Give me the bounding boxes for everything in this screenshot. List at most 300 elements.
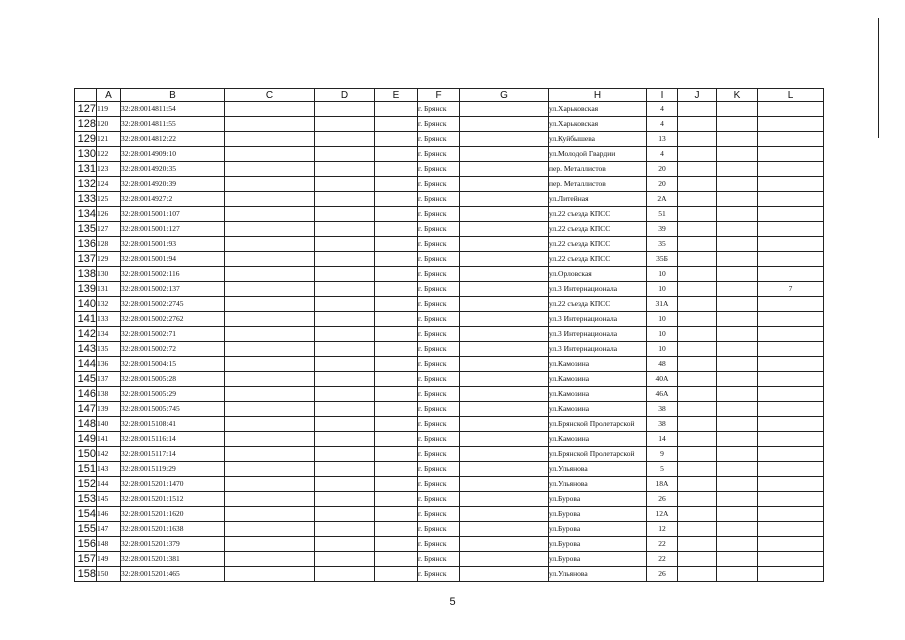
table-row [75,342,824,357]
cell-d [315,117,375,132]
cell-a: 141 [97,432,121,447]
cell-l [758,252,824,267]
cell-d [315,567,375,582]
cell-h: ул.Ульянова [549,567,647,582]
row-number: 158 [75,567,97,582]
cell-d [315,327,375,342]
spreadsheet-table [74,88,824,582]
cell-f: г. Брянск [418,432,460,447]
table-row [75,117,824,132]
table-row [75,237,824,252]
row-number: 128 [75,117,97,132]
cell-c [225,552,315,567]
cell-a: 140 [97,417,121,432]
cell-l [758,387,824,402]
row-number: 145 [75,372,97,387]
cell-e [375,537,418,552]
cell-f: г. Брянск [418,462,460,477]
cell-j [678,207,717,222]
cell-a: 130 [97,267,121,282]
cell-j [678,147,717,162]
cell-k [717,207,758,222]
cell-h: ул.22 съезда КПСС [549,207,647,222]
row-number: 131 [75,162,97,177]
cell-j [678,522,717,537]
cell-f: г. Брянск [418,552,460,567]
cell-c [225,177,315,192]
row-number: 155 [75,522,97,537]
table-row [75,522,824,537]
cell-g [460,402,549,417]
cell-f: г. Брянск [418,147,460,162]
cell-b: 32:28:0015001:127 [121,222,225,237]
cell-g [460,492,549,507]
cell-e [375,522,418,537]
cell-f: г. Брянск [418,447,460,462]
column-header-f: F [418,89,460,102]
table-row [75,177,824,192]
cell-f: г. Брянск [418,567,460,582]
cell-b: 32:28:0015001:94 [121,252,225,267]
cell-h: ул.Брянской Пролетарской [549,447,647,462]
cell-d [315,357,375,372]
cell-l [758,222,824,237]
cell-c [225,162,315,177]
cell-f: г. Брянск [418,297,460,312]
cell-f: г. Брянск [418,102,460,117]
cell-e [375,252,418,267]
cell-g [460,207,549,222]
cell-k [717,432,758,447]
cell-l [758,432,824,447]
cell-b: 32:28:0014811:55 [121,117,225,132]
cell-c [225,237,315,252]
row-number: 151 [75,462,97,477]
cell-b: 32:28:0015005:28 [121,372,225,387]
cell-a: 121 [97,132,121,147]
cell-a: 149 [97,552,121,567]
cell-g [460,567,549,582]
cell-a: 126 [97,207,121,222]
cell-b: 32:28:0015001:107 [121,207,225,222]
header-corner [75,89,97,102]
cell-i: 22 [647,552,678,567]
cell-i: 18А [647,477,678,492]
cell-i: 12 [647,522,678,537]
cell-a: 144 [97,477,121,492]
cell-h: ул.Литейная [549,192,647,207]
cell-j [678,402,717,417]
cell-k [717,417,758,432]
cell-a: 120 [97,117,121,132]
cell-e [375,432,418,447]
cell-j [678,372,717,387]
cell-i: 20 [647,177,678,192]
cell-g [460,237,549,252]
cell-e [375,477,418,492]
cell-l [758,207,824,222]
cell-c [225,507,315,522]
cell-i: 46А [647,387,678,402]
cell-d [315,132,375,147]
cell-k [717,147,758,162]
cell-l [758,477,824,492]
cell-a: 131 [97,282,121,297]
cell-h: ул.Камозина [549,402,647,417]
cell-i: 48 [647,357,678,372]
cell-i: 51 [647,207,678,222]
cell-d [315,147,375,162]
table-row [75,507,824,522]
cell-j [678,477,717,492]
cell-e [375,237,418,252]
cell-l [758,297,824,312]
cell-b: 32:28:0015005:29 [121,387,225,402]
cell-h: ул.Бурова [549,537,647,552]
cell-g [460,507,549,522]
cell-c [225,327,315,342]
cell-f: г. Брянск [418,537,460,552]
table-row [75,462,824,477]
cell-f: г. Брянск [418,132,460,147]
cell-j [678,447,717,462]
cell-l [758,327,824,342]
cell-f: г. Брянск [418,237,460,252]
cell-d [315,537,375,552]
column-header-j: J [678,89,717,102]
cell-b: 32:28:0015201:379 [121,537,225,552]
cell-b: 32:28:0015002:71 [121,327,225,342]
cell-g [460,252,549,267]
cell-c [225,312,315,327]
cell-g [460,477,549,492]
cell-b: 32:28:0014920:35 [121,162,225,177]
cell-k [717,297,758,312]
cell-f: г. Брянск [418,387,460,402]
cell-k [717,507,758,522]
cell-j [678,252,717,267]
cell-k [717,177,758,192]
cell-h: ул.22 съезда КПСС [549,252,647,267]
cell-d [315,387,375,402]
cell-c [225,207,315,222]
row-number: 138 [75,267,97,282]
cell-a: 122 [97,147,121,162]
cell-c [225,267,315,282]
cell-i: 39 [647,222,678,237]
column-header-l: L [758,89,824,102]
cell-b: 32:28:0014812:22 [121,132,225,147]
cell-l: 7 [758,282,824,297]
cell-l [758,372,824,387]
row-number: 143 [75,342,97,357]
row-number: 136 [75,237,97,252]
cell-g [460,177,549,192]
cell-e [375,177,418,192]
row-number: 134 [75,207,97,222]
cell-d [315,402,375,417]
cell-b: 32:28:0015201:1638 [121,522,225,537]
cell-l [758,267,824,282]
cell-i: 35Б [647,252,678,267]
cell-c [225,117,315,132]
cell-j [678,222,717,237]
cell-d [315,237,375,252]
cell-e [375,552,418,567]
cell-f: г. Брянск [418,342,460,357]
cell-g [460,522,549,537]
cell-b: 32:28:0015002:72 [121,342,225,357]
cell-a: 132 [97,297,121,312]
cell-b: 32:28:0015201:1512 [121,492,225,507]
column-header-c: C [225,89,315,102]
cell-j [678,552,717,567]
cell-i: 10 [647,267,678,282]
cell-a: 148 [97,537,121,552]
cell-e [375,357,418,372]
cell-i: 10 [647,327,678,342]
cell-h: ул.22 съезда КПСС [549,297,647,312]
cell-b: 32:28:0015004:15 [121,357,225,372]
cell-d [315,492,375,507]
cell-h: ул.Харьковская [549,117,647,132]
cell-i: 4 [647,147,678,162]
cell-c [225,447,315,462]
cell-g [460,447,549,462]
cell-l [758,342,824,357]
cell-f: г. Брянск [418,417,460,432]
cell-a: 143 [97,462,121,477]
cell-l [758,147,824,162]
cell-f: г. Брянск [418,222,460,237]
cell-g [460,417,549,432]
cell-i: 5 [647,462,678,477]
cell-i: 2А [647,192,678,207]
cell-j [678,267,717,282]
cell-g [460,117,549,132]
row-number: 127 [75,102,97,117]
cell-h: ул.Камозина [549,432,647,447]
cell-a: 135 [97,342,121,357]
cell-k [717,402,758,417]
cell-d [315,462,375,477]
cell-h: ул.Камозина [549,387,647,402]
table-row [75,132,824,147]
cell-j [678,237,717,252]
cell-k [717,567,758,582]
cell-b: 32:28:0014927:2 [121,192,225,207]
cell-i: 35 [647,237,678,252]
table-row [75,312,824,327]
cell-f: г. Брянск [418,522,460,537]
cell-k [717,447,758,462]
cell-a: 127 [97,222,121,237]
cell-i: 26 [647,567,678,582]
cell-f: г. Брянск [418,507,460,522]
cell-b: 32:28:0015201:1470 [121,477,225,492]
cell-g [460,297,549,312]
cell-k [717,492,758,507]
row-number: 141 [75,312,97,327]
page-number: 5 [449,596,456,608]
cell-h: ул.Куйбышева [549,132,647,147]
table-row [75,567,824,582]
table-row [75,222,824,237]
cell-c [225,357,315,372]
cell-l [758,567,824,582]
cell-g [460,192,549,207]
cell-i: 4 [647,102,678,117]
cell-j [678,462,717,477]
cell-a: 150 [97,567,121,582]
cell-d [315,282,375,297]
cell-d [315,192,375,207]
table-row [75,387,824,402]
cell-k [717,162,758,177]
cell-a: 137 [97,372,121,387]
table-row [75,267,824,282]
cell-i: 10 [647,342,678,357]
cell-b: 32:28:0015201:465 [121,567,225,582]
cell-j [678,132,717,147]
row-number: 148 [75,417,97,432]
cell-h: ул.3 Интернационала [549,312,647,327]
cell-j [678,342,717,357]
cell-c [225,252,315,267]
cell-c [225,522,315,537]
cell-h: ул.22 съезда КПСС [549,237,647,252]
cell-c [225,297,315,312]
cell-a: 128 [97,237,121,252]
cell-i: 10 [647,282,678,297]
row-number: 132 [75,177,97,192]
cell-l [758,492,824,507]
cell-j [678,537,717,552]
cell-h: пер. Металлистов [549,162,647,177]
row-number: 152 [75,477,97,492]
table-row [75,402,824,417]
cell-g [460,312,549,327]
column-header-k: K [717,89,758,102]
cell-e [375,372,418,387]
cell-e [375,162,418,177]
cell-d [315,507,375,522]
cell-k [717,117,758,132]
row-number: 130 [75,147,97,162]
cell-b: 32:28:0015002:2762 [121,312,225,327]
table-row [75,537,824,552]
cell-g [460,462,549,477]
cell-f: г. Брянск [418,177,460,192]
cell-e [375,207,418,222]
cell-f: г. Брянск [418,357,460,372]
cell-j [678,117,717,132]
cell-c [225,462,315,477]
cell-c [225,282,315,297]
cell-k [717,252,758,267]
cell-c [225,147,315,162]
cell-e [375,117,418,132]
column-header-g: G [460,89,549,102]
column-header-d: D [315,89,375,102]
cell-b: 32:28:0015002:116 [121,267,225,282]
cell-j [678,387,717,402]
cell-d [315,177,375,192]
table-row [75,432,824,447]
cell-l [758,537,824,552]
cell-k [717,102,758,117]
cell-l [758,552,824,567]
table-row [75,492,824,507]
cell-l [758,357,824,372]
row-number: 133 [75,192,97,207]
table-row [75,192,824,207]
cell-h: ул.Бурова [549,552,647,567]
row-number: 147 [75,402,97,417]
cell-h: ул.Камозина [549,372,647,387]
cell-l [758,462,824,477]
cell-c [225,387,315,402]
cell-k [717,192,758,207]
cell-f: г. Брянск [418,117,460,132]
cell-c [225,417,315,432]
cell-g [460,387,549,402]
cell-l [758,237,824,252]
cell-b: 32:28:0015116:14 [121,432,225,447]
cell-i: 14 [647,432,678,447]
cell-j [678,282,717,297]
cell-j [678,567,717,582]
cell-i: 20 [647,162,678,177]
table-row [75,552,824,567]
cell-g [460,162,549,177]
cell-h: ул.Молодой Гвардии [549,147,647,162]
table-row [75,252,824,267]
table-row [75,297,824,312]
cell-h: ул.3 Интернационала [549,327,647,342]
cell-g [460,282,549,297]
table-row [75,147,824,162]
cell-a: 119 [97,102,121,117]
cell-g [460,552,549,567]
column-header-b: B [121,89,225,102]
cell-i: 9 [647,447,678,462]
cell-e [375,312,418,327]
cell-j [678,192,717,207]
cell-l [758,507,824,522]
cell-e [375,102,418,117]
cell-k [717,267,758,282]
cell-i: 38 [647,402,678,417]
cell-g [460,222,549,237]
cell-h: ул.3 Интернационала [549,282,647,297]
cell-b: 32:28:0015201:1620 [121,507,225,522]
cell-i: 10 [647,312,678,327]
row-number: 142 [75,327,97,342]
cell-d [315,312,375,327]
cell-c [225,192,315,207]
row-number: 156 [75,537,97,552]
cell-l [758,117,824,132]
cell-b: 32:28:0015201:381 [121,552,225,567]
cell-l [758,312,824,327]
cell-d [315,207,375,222]
cell-b: 32:28:0015117:14 [121,447,225,462]
cell-b: 32:28:0015001:93 [121,237,225,252]
table-row [75,102,824,117]
cell-l [758,447,824,462]
cell-d [315,297,375,312]
